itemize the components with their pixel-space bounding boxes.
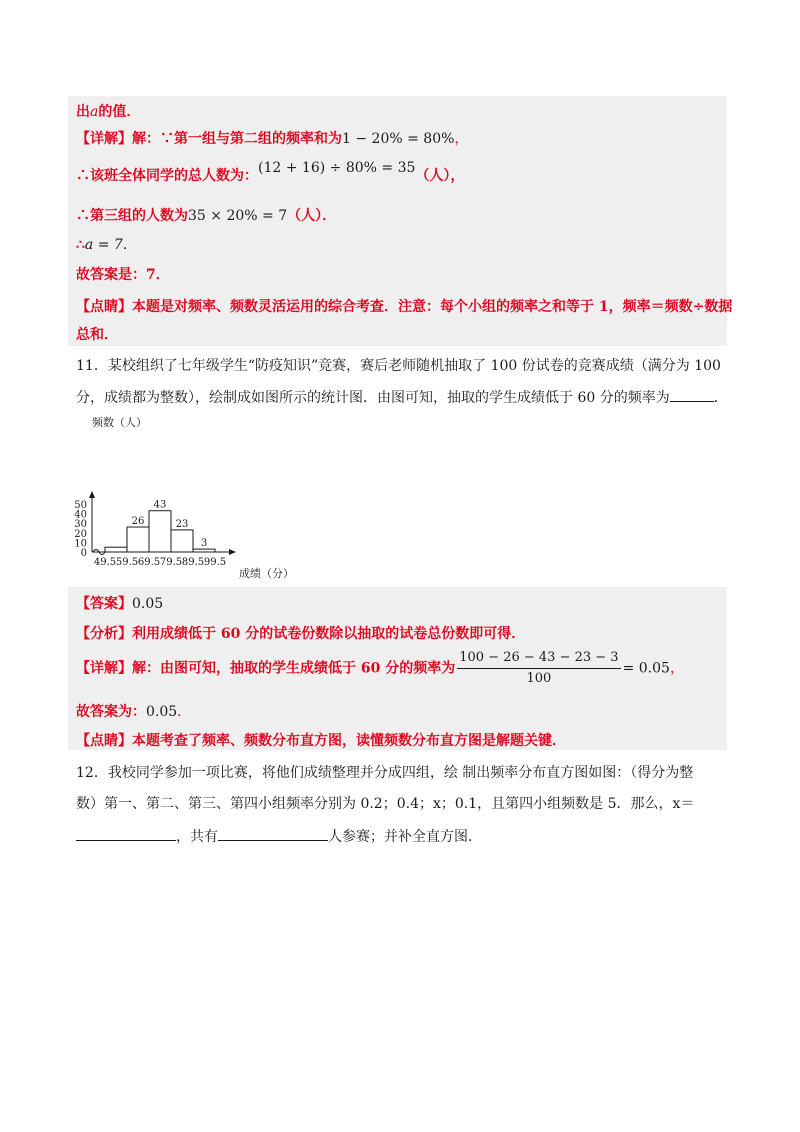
a-value-line: ∴a = 7． — [76, 237, 137, 253]
x-tick-label: 49.5 — [93, 557, 117, 568]
histogram-bar — [171, 530, 193, 552]
bar-value-label: 23 — [175, 518, 189, 530]
bar-value-label: 3 — [200, 538, 208, 550]
x-axis-label: 成绩（分） — [239, 567, 294, 580]
formula: a = 7 — [84, 237, 123, 253]
question-11-line-1: 11．某校组织了七年级学生“防疫知识”竞赛，赛后老师随机抽取了 100 份试卷的竞赛成绩（满分为 100 — [76, 358, 721, 374]
y-tick-label: 40 — [74, 509, 87, 521]
histogram-bar — [105, 547, 127, 552]
x-tick-label: 59.5 — [115, 557, 139, 568]
answer-line: 故答案是：7． — [76, 267, 170, 283]
comment-line: 【点睛】本题是对频率、频数灵活运用的综合考查．注意：每个小组的频率之和等于 1，频率＝频数÷数据 — [76, 299, 733, 315]
detail-tag: 【详解】 — [76, 131, 132, 147]
comment-tag: 【点睛】 — [76, 299, 132, 315]
comment-line: 【点睛】本题考查了频率、频数分布直方图，读懂频数分布直方图是解题关键． — [76, 733, 566, 749]
y-axis-label: 频数（人） — [92, 416, 147, 429]
fraction: $\frac{100 - 26 - 43 - 23 - 3}{100}$ — [459, 650, 619, 686]
question-12-line-3: ，共有 人参赛；并补全直方图． — [76, 826, 482, 847]
total-line: ∴该班全体同学的总人数为：(12 + 16) ÷ 80% = 35（人）， — [76, 160, 465, 184]
solution-text-line: 出a的值． — [76, 104, 141, 120]
x-tick-label: 89.5 — [181, 557, 205, 568]
analysis-tag: 【分析】 — [76, 626, 132, 642]
x-axis-arrow — [229, 549, 236, 555]
answer-blank-x[interactable] — [76, 826, 176, 841]
answer-value: 0.05 — [132, 596, 164, 612]
formula: 35 × 20% = 7 — [188, 208, 288, 224]
formula: (12 + 16) ÷ 80% = 35 — [258, 160, 416, 176]
answer-blank[interactable] — [670, 387, 714, 402]
y-axis-arrow — [89, 491, 95, 498]
detail-line: 【详解】解：∵第一组与第二组的频率和为1 − 20% = 80%， — [76, 131, 469, 147]
histogram-bar — [149, 511, 171, 552]
y-tick-label: 50 — [74, 500, 87, 511]
comment-tag: 【点睛】 — [76, 733, 132, 749]
detail-tag: 【详解】 — [76, 660, 132, 677]
question-11-line-2: 分，成绩都为整数），绘制成如图所示的统计图．由图可知，抽取的学生成绩低于 60 分的频率为 ． — [76, 387, 728, 408]
x-tick-label: 99.5 — [203, 557, 227, 568]
histogram-bar — [193, 549, 215, 552]
answer-line — [76, 594, 163, 614]
analysis-line: 【分析】利用成绩低于 60 分的试卷份数除以抽取的试卷总份数即可得． — [76, 626, 526, 642]
x-tick-label: 69.5 — [137, 557, 161, 568]
detail-line: 【详解】解：由图可知，抽取的学生成绩低于 60 分的频率为 $\frac{100 - 26 - 43 - 23 - 3}{100}$ = 0.05， — [76, 650, 684, 686]
final-answer-line: 故答案为：0.05． — [76, 704, 192, 720]
formula: 1 − 20% = 80% — [342, 131, 455, 147]
question-12-line-2: 数）第一、第二、第三、第四小组频率分别为 0.2；0.4；x；0.1，且第四小组频数是 5．那么，x＝ — [76, 796, 695, 812]
bar-value-label: 26 — [131, 516, 145, 528]
x-tick-label: 79.5 — [159, 557, 183, 568]
comment-line-2: 总和． — [76, 327, 118, 343]
answer-blank-count[interactable] — [218, 826, 328, 841]
answer-tag: 【答案】 — [76, 596, 132, 612]
y-tick-label: 10 — [74, 538, 87, 550]
y-tick-label: 30 — [74, 519, 87, 531]
histogram-bar — [127, 527, 149, 552]
question-12-line-1: 12．我校同学参加一项比赛，将他们成绩整理并分成四组，绘 制出频率分布直方图如图：（得分为整 — [76, 765, 694, 781]
y-tick-label: 20 — [74, 528, 87, 540]
third-group-line: ∴第三组的人数为35 × 20% = 7（人）． — [76, 208, 337, 224]
bar-value-label: 43 — [153, 499, 167, 511]
frequency-histogram — [60, 412, 300, 582]
y-tick-label: 0 — [80, 548, 87, 559]
